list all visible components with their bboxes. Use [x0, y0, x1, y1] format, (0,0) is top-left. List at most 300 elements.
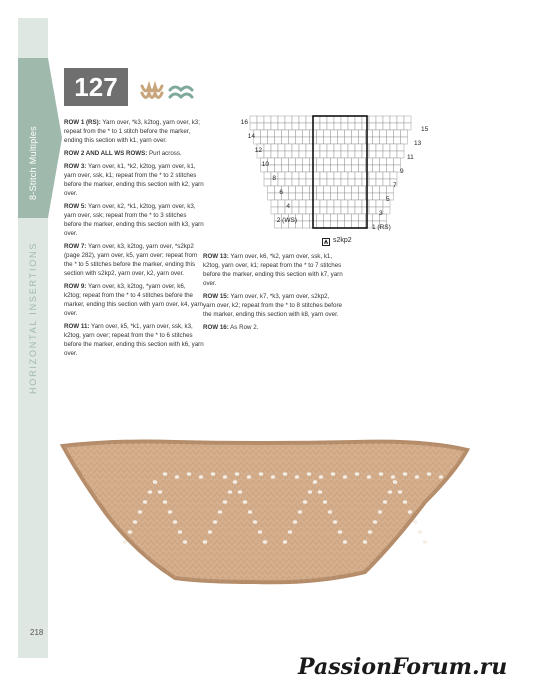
chart-cell [373, 130, 380, 137]
eyelet [183, 540, 187, 544]
eyelet [213, 520, 217, 524]
row-number: 7 [393, 182, 397, 189]
chart-grid [247, 116, 411, 228]
chart-cell [306, 207, 313, 214]
chart-cell [320, 123, 327, 130]
chart-cell [299, 144, 306, 151]
chart-cell [299, 200, 306, 207]
sidebar-tab-tip [48, 58, 62, 218]
chart-cell [320, 172, 327, 179]
chart-cell [380, 165, 387, 172]
chart-cell [327, 144, 334, 151]
chart-cell [348, 200, 355, 207]
chart-cell [369, 207, 376, 214]
eyelet [393, 480, 397, 484]
chart-cell [299, 116, 306, 123]
chart-cell [345, 221, 352, 228]
eyelet [163, 472, 167, 476]
chart-cell [334, 179, 341, 186]
chart-cell [338, 214, 345, 221]
eyelet [243, 500, 247, 504]
eyelet [295, 475, 299, 479]
chart-cell [292, 179, 299, 186]
chart-cell [369, 179, 376, 186]
chart-cell [292, 172, 299, 179]
chart-cell [390, 172, 397, 179]
chart-cell [362, 200, 369, 207]
chart-cell [313, 123, 320, 130]
chart-cell [394, 130, 401, 137]
chart-cell [292, 207, 299, 214]
eyelet [263, 540, 267, 544]
row-number: 4 [286, 203, 290, 210]
chart-cell [355, 151, 362, 158]
chart-cell [289, 130, 296, 137]
eyelet [123, 540, 127, 544]
eyelet [293, 520, 297, 524]
swatch-texture [63, 442, 467, 583]
eyelet [247, 475, 251, 479]
eyelet [418, 530, 422, 534]
eyelet [413, 520, 417, 524]
row-label: ROW 15: [203, 293, 229, 300]
chart-cell [362, 172, 369, 179]
chart-cell [387, 130, 394, 137]
chart-cell [324, 158, 331, 165]
chart-cell [327, 151, 334, 158]
chart-cell [334, 123, 341, 130]
eyelet [223, 475, 227, 479]
eyelet [233, 480, 237, 484]
chart-cell [362, 151, 369, 158]
chart-cell [327, 207, 334, 214]
chart-cell [278, 151, 285, 158]
eyelet [333, 520, 337, 524]
eyelet [383, 500, 387, 504]
chart-cell [380, 130, 387, 137]
knitted-swatch [55, 432, 475, 588]
eyelet [187, 472, 191, 476]
pattern-number: 127 [64, 68, 128, 106]
chart-cell [376, 172, 383, 179]
chart-cell [268, 137, 275, 144]
chart-cell [299, 151, 306, 158]
eyelet [258, 530, 262, 534]
chart-cell [306, 179, 313, 186]
chart-cell [324, 214, 331, 221]
eyelet [248, 510, 252, 514]
chart-cell [285, 123, 292, 130]
chart-cell [320, 207, 327, 214]
chart-cell [359, 158, 366, 165]
page-number: 218 [30, 628, 44, 637]
eyelet [308, 490, 312, 494]
chart-cell [303, 193, 310, 200]
eyelet [211, 472, 215, 476]
chart-cell [359, 130, 366, 137]
row-number: 5 [386, 196, 390, 203]
chart-cell [299, 179, 306, 186]
chart-cell [278, 179, 285, 186]
chart-cell [268, 186, 275, 193]
chart-cell [271, 200, 278, 207]
chart-cell [362, 116, 369, 123]
chart-cell [278, 123, 285, 130]
chart-cell [282, 165, 289, 172]
chart-cell [345, 165, 352, 172]
chart-cell [334, 207, 341, 214]
eyelet [253, 520, 257, 524]
chart-cell [348, 123, 355, 130]
instruction-row-3 [64, 162, 204, 198]
eyelet [175, 475, 179, 479]
chart-cell [348, 116, 355, 123]
chart-cell [359, 165, 366, 172]
chart-cell [334, 144, 341, 151]
chart-cell [383, 116, 390, 123]
eyelet [415, 475, 419, 479]
row-label: ROW 16: [203, 324, 229, 331]
row-text: Yarn over, k7, *k3, yarn over, s2kp2, yarn over, k2; repeat from the * to 8 stitches before the marker, ending this section with k8, yarn over. [203, 293, 342, 318]
legend-label: s2kp2 [333, 237, 352, 244]
chart-cell [317, 137, 324, 144]
row-label: ROW 11: [64, 323, 90, 330]
chart-cell [271, 207, 278, 214]
row-number: 1 (RS) [372, 224, 391, 231]
chart-cell [355, 123, 362, 130]
chart-cell [376, 151, 383, 158]
chart-cell [282, 158, 289, 165]
chart-cell [296, 137, 303, 144]
row-number: 3 [379, 210, 383, 217]
chart-cell [285, 144, 292, 151]
chart-cell [390, 151, 397, 158]
chart-cell [373, 165, 380, 172]
row-number: 10 [261, 161, 269, 168]
chart-cell [306, 151, 313, 158]
chart-cell [397, 144, 404, 151]
chart-cell [352, 214, 359, 221]
chart-cell [303, 130, 310, 137]
row-number: 12 [254, 147, 262, 154]
eyelet [403, 472, 407, 476]
chart-cell [338, 130, 345, 137]
chart-cell [369, 200, 376, 207]
chart-cell [380, 137, 387, 144]
chart-cell [334, 172, 341, 179]
chart-cell [324, 193, 331, 200]
eyelet [378, 510, 382, 514]
row-label: ROW 3: [64, 163, 87, 170]
chart-cell [264, 172, 271, 179]
chart-cell [397, 123, 404, 130]
chart-cell [331, 165, 338, 172]
row-number: 13 [414, 140, 422, 147]
eyelet [373, 520, 377, 524]
chart-cell [345, 214, 352, 221]
chart-cell [376, 179, 383, 186]
row-text: Yarn over, k1, *k2, k2tog, yarn over, k1, yarn over, ssk, k1; repeat from the * to 2 stitches before the marker, ending this section with k2, yarn over. [64, 163, 204, 197]
chart-cell [296, 158, 303, 165]
eyelet [199, 475, 203, 479]
chart-cell [355, 200, 362, 207]
chart-cell [296, 193, 303, 200]
chart-cell [331, 214, 338, 221]
eyelet [143, 500, 147, 504]
eyelet [271, 475, 275, 479]
eyelet [363, 540, 367, 544]
chart-cell [341, 123, 348, 130]
chart-cell [261, 137, 268, 144]
sl2-k1-psso-icon [322, 238, 330, 246]
chart-cell [327, 116, 334, 123]
chart-cell [285, 116, 292, 123]
chart-cell [394, 137, 401, 144]
row-label: ROW 9: [64, 283, 87, 290]
chart-cell [327, 123, 334, 130]
eyelet [403, 500, 407, 504]
chart-cell [317, 214, 324, 221]
chart-cell [317, 193, 324, 200]
chart-cell [317, 158, 324, 165]
chart-cell [401, 130, 408, 137]
chart-cell [271, 151, 278, 158]
chart-cell [313, 179, 320, 186]
eyelet [355, 472, 359, 476]
chart-cell [390, 116, 397, 123]
chart-cell [373, 158, 380, 165]
chart-cell [264, 116, 271, 123]
chart-cell [278, 144, 285, 151]
chart-cell [383, 179, 390, 186]
chart-cell [303, 186, 310, 193]
eyelet [408, 510, 412, 514]
eyelet [328, 510, 332, 514]
chart-cell [373, 193, 380, 200]
chart-cell [292, 200, 299, 207]
eyelet [283, 472, 287, 476]
eyelet [208, 530, 212, 534]
chart-cell [352, 186, 359, 193]
chart-cell [327, 200, 334, 207]
chart-cell [355, 179, 362, 186]
chart-cell [331, 137, 338, 144]
instruction-row-9 [64, 282, 204, 318]
chart-cell [331, 221, 338, 228]
chart-cell [383, 207, 390, 214]
eyelet [427, 472, 431, 476]
chart-cell [362, 179, 369, 186]
chart-cell [306, 200, 313, 207]
chart-cell [383, 172, 390, 179]
chart-cell [306, 172, 313, 179]
chart-cell [313, 200, 320, 207]
eyelet [388, 490, 392, 494]
row-label: ROW 13: [203, 253, 229, 260]
chart-cell [383, 144, 390, 151]
chart-cell [387, 158, 394, 165]
eyelet [138, 510, 142, 514]
row-number: 2 (WS) [276, 217, 297, 224]
chart-cell [268, 130, 275, 137]
chart-cell [369, 144, 376, 151]
chart-cell [292, 144, 299, 151]
chart-cell [383, 151, 390, 158]
chart-cell [373, 186, 380, 193]
chart-cell [341, 200, 348, 207]
chart-cell [292, 151, 299, 158]
instruction-row-7 [64, 242, 204, 278]
row-label: ROW 2 AND ALL WS ROWS: [64, 150, 148, 157]
chart-cell [394, 158, 401, 165]
chart-cell [401, 137, 408, 144]
instruction-row-16 [203, 323, 343, 332]
chart-cell [292, 123, 299, 130]
chart-cell [338, 186, 345, 193]
eyelet [307, 472, 311, 476]
chart-cell [341, 144, 348, 151]
chart-cell [303, 165, 310, 172]
chart-cell [345, 130, 352, 137]
eyelet [343, 475, 347, 479]
chart-cell [289, 165, 296, 172]
instruction-row-13 [203, 252, 343, 288]
chart-cell [369, 116, 376, 123]
chart-cell [369, 172, 376, 179]
chart-cell [275, 165, 282, 172]
eyelet [128, 530, 132, 534]
chart-cell [338, 158, 345, 165]
chart-cell [376, 200, 383, 207]
chart-cell [338, 221, 345, 228]
eyelet [313, 480, 317, 484]
chart-cell [324, 165, 331, 172]
chart-cell [317, 186, 324, 193]
chart-cell [334, 116, 341, 123]
chart-cell [348, 151, 355, 158]
instructions-left [64, 118, 204, 362]
chart-cell [289, 193, 296, 200]
chart-cell [352, 165, 359, 172]
eyelet [288, 530, 292, 534]
row-text: Yarn over, *k3, k2tog, yarn over, k3; repeat from the * to 1 stitch before the marker, ending this section with k1, yarn over. [64, 119, 200, 144]
chart-cell [359, 214, 366, 221]
chart-cell [359, 137, 366, 144]
chart-cell [257, 116, 264, 123]
chart-cell [362, 123, 369, 130]
chart-cell [362, 144, 369, 151]
row-text: Yarn over, k2, *k1, k2tog, yarn over, k3, yarn over, ssk; repeat from the * to 3 stitches before the marker, ending this section with k3, yarn over. [64, 203, 204, 237]
chart-cell [299, 207, 306, 214]
eyelet [331, 472, 335, 476]
chart-cell [324, 137, 331, 144]
eyelet [223, 500, 227, 504]
instructions-right [203, 252, 343, 336]
chart-cell [278, 207, 285, 214]
eyelet [283, 540, 287, 544]
chart-cell [285, 172, 292, 179]
eyelet [235, 472, 239, 476]
eyelet [439, 475, 443, 479]
row-text: Purl across. [147, 150, 182, 157]
chart-cell [296, 130, 303, 137]
row-number: 15 [421, 126, 429, 133]
eyelet [153, 480, 157, 484]
chart-cell [264, 151, 271, 158]
chart-cell [369, 151, 376, 158]
chart-cell [352, 221, 359, 228]
chart-cell [296, 186, 303, 193]
chart-cell [345, 186, 352, 193]
chart-cell [390, 123, 397, 130]
eyelet [303, 500, 307, 504]
row-number: 9 [400, 168, 404, 175]
row-label: ROW 7: [64, 243, 87, 250]
chart-cell [355, 144, 362, 151]
instruction-row-5 [64, 202, 204, 238]
chart-cell [383, 123, 390, 130]
row-number: 6 [279, 189, 283, 196]
chart-cell [313, 207, 320, 214]
chart-cell [320, 179, 327, 186]
eyelet [259, 472, 263, 476]
eyelet [298, 510, 302, 514]
chart-cell [334, 200, 341, 207]
chart-cell [271, 144, 278, 151]
chart-cell [338, 193, 345, 200]
eyelet [203, 540, 207, 544]
chart-cell [341, 172, 348, 179]
row-text: As Row 2. [228, 324, 259, 331]
chart-cell [264, 144, 271, 151]
row-text: Yarn over, k3, k2tog, *yarn over, k6, k2tog; repeat from the * to 4 stitches before the marker, ending this section with yarn over, k4, yarn over. [64, 283, 203, 317]
chart-cell [341, 151, 348, 158]
chart-cell [271, 116, 278, 123]
chart-cell [282, 137, 289, 144]
chart-cell [320, 151, 327, 158]
eyelet [323, 500, 327, 504]
chart-cell [320, 116, 327, 123]
chart-cell [373, 137, 380, 144]
chart-cell [303, 137, 310, 144]
eyelet [178, 530, 182, 534]
chart-cell [334, 151, 341, 158]
chart-cell [268, 193, 275, 200]
chart-cell [275, 130, 282, 137]
chart-cell [257, 123, 264, 130]
eyelet [338, 530, 342, 534]
chart-cell [341, 179, 348, 186]
chart-cell [289, 137, 296, 144]
chart-cell [324, 186, 331, 193]
knitting-chart [236, 114, 429, 234]
chart-cell [285, 179, 292, 186]
chart-cell [352, 137, 359, 144]
chart-cell [313, 144, 320, 151]
instruction-row-11 [64, 322, 204, 358]
eyelet [379, 472, 383, 476]
chart-cell [331, 158, 338, 165]
chart-cell [317, 165, 324, 172]
chart-cell [264, 123, 271, 130]
chart-cell [285, 151, 292, 158]
chart-cell [338, 165, 345, 172]
chart-cell [289, 186, 296, 193]
chart-cell [320, 144, 327, 151]
row-label: ROW 5: [64, 203, 87, 210]
chart-cell [376, 123, 383, 130]
chart-cell [359, 221, 366, 228]
